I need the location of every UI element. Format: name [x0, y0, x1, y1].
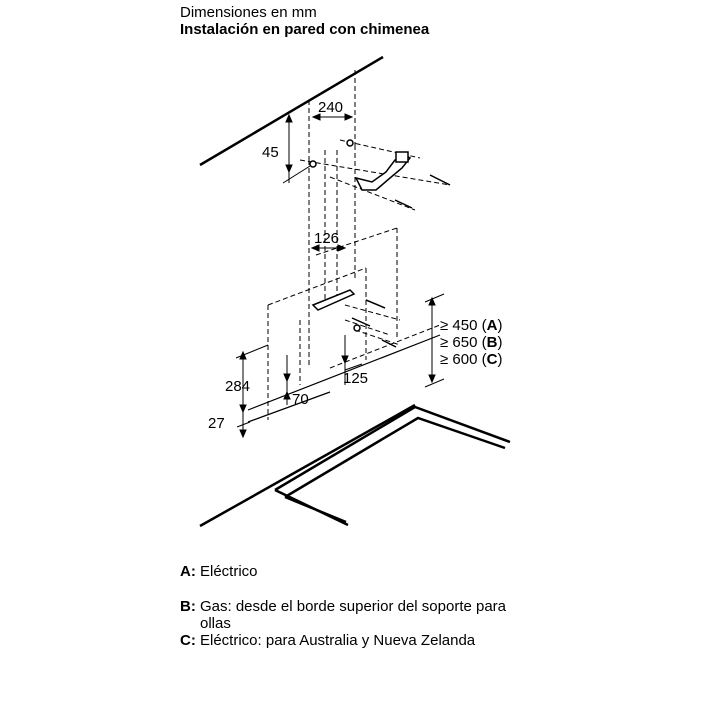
- dimension-126-label: 126: [314, 230, 340, 247]
- clearance-a-label: ≥ 450 (A): [440, 317, 503, 334]
- dimension-125-label: 125: [343, 370, 369, 387]
- dimension-45: [283, 115, 310, 183]
- legend: [180, 563, 540, 649]
- chimney-outline: [268, 70, 440, 420]
- dimension-45-label: 45: [262, 144, 279, 161]
- legend-text-c: Eléctrico: para Australia y Nueva Zelanda: [200, 632, 476, 649]
- dimension-70: [284, 355, 290, 405]
- legend-text-b: Gas: desde el borde superior del soporte para ollas: [200, 598, 507, 632]
- dimension-70-label: 70: [292, 391, 309, 408]
- legend-key-b: B:: [180, 598, 196, 615]
- dimension-240-label: 240: [318, 99, 344, 116]
- legend-item-a: [180, 563, 540, 580]
- diagram-title: Dimensiones en mm: [180, 4, 317, 21]
- dimension-284-label: 284: [225, 378, 251, 395]
- dimension-27-label: 27: [208, 415, 225, 432]
- legend-key-a: A:: [180, 563, 196, 580]
- clearance-b-label: ≥ 650 (B): [440, 334, 503, 351]
- diagram-subtitle: Instalación en pared con chimenea: [180, 21, 430, 38]
- clearance-c-label: ≥ 600 (C): [440, 351, 503, 368]
- screws-top: [310, 140, 450, 208]
- ceiling-line: [200, 57, 383, 165]
- legend-item-c: [180, 632, 540, 649]
- legend-item-b: [180, 598, 540, 632]
- legend-text-a: Eléctrico: [200, 563, 258, 580]
- legend-key-c: C:: [180, 632, 196, 649]
